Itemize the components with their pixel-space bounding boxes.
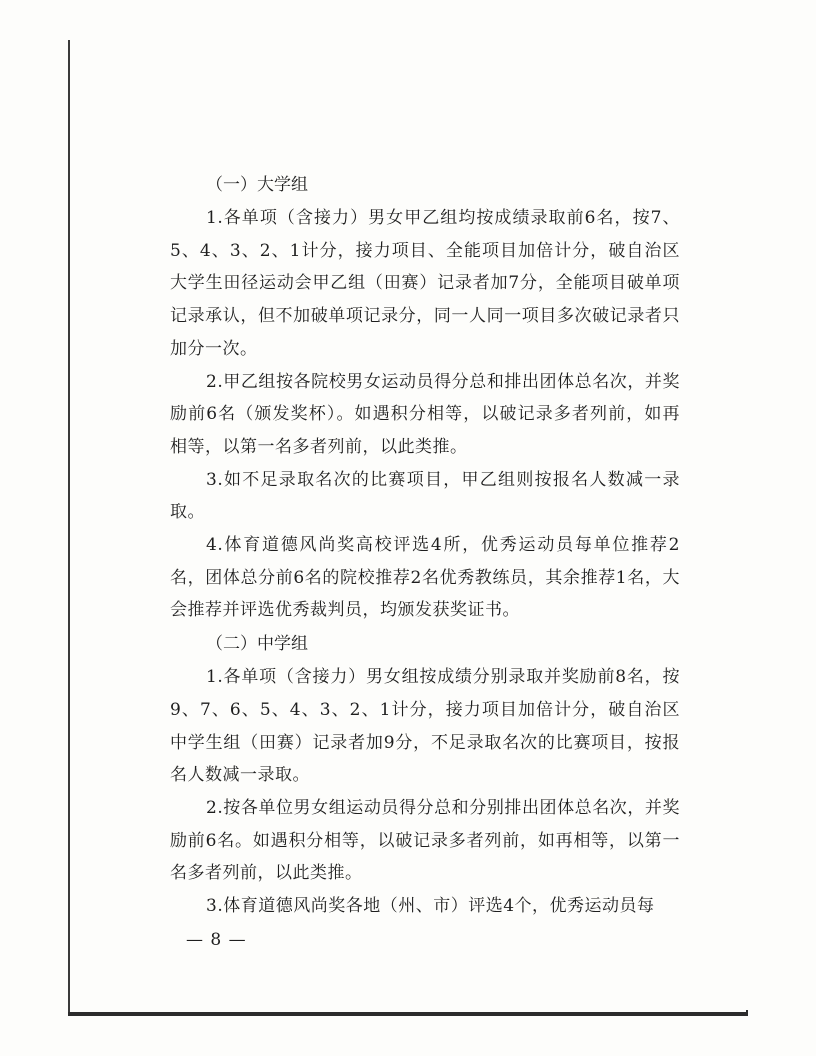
paragraph-university-4: 4.体育道德风尚奖高校评选4所，优秀运动员每单位推荐2名，团体总分前6名的院校推荐2名优秀教练员，其余推荐1名，大会推荐并评选优秀裁判员，均颁发获奖证书。	[170, 535, 680, 621]
scan-border-right	[746, 1010, 748, 1016]
section-heading-middle-school: （二）中学组	[206, 634, 308, 655]
paragraph-middle-school-3: 3.体育道德风尚奖各地（州、市）评选4个，优秀运动员每	[206, 896, 655, 917]
paragraph-middle-school-2: 2.按各单位男女组运动员得分总和分别排出团体总名次，并奖励前6名。如遇积分相等，以破记录多者列前，如再相等，以第一名多者列前，以此类推。	[170, 797, 680, 884]
paragraph-university-2: 2.甲乙组按各院校男女运动员得分总和排出团体总名次，并奖励前6名（颁发奖杯）。如遇积分相等，以破记录多者列前，如再相等，以第一名多者列前，以此类推。	[170, 371, 680, 457]
paragraph-middle-school-1: 1.各单项（含接力）男女组按成绩分别录取并奖励前8名，按9、7、6、5、4、3、2、1计分，接力项目加倍计分，破自治区中学生组（田赛）记录者加9分，不足录取名次的比赛项目，按报名人数减一录取。	[170, 667, 680, 786]
scan-border-bottom	[68, 1012, 748, 1016]
document-body	[170, 168, 680, 923]
page-number: — 8 —	[186, 930, 247, 950]
section-heading-university: （一）大学组	[206, 175, 308, 195]
paragraph-university-3: 3.如不足录取名次的比赛项目，甲乙组则按报名人数减一录取。	[170, 469, 680, 523]
paragraph-university-1: 1.各单项（含接力）男女甲乙组均按成绩录取前6名，按7、5、4、3、2、1计分，接力项目、全能项目加倍计分，破自治区大学生田径运动会甲乙组（田赛）记录者加7分，全能项目破单项记录承认，但不加破单项记录分，同一人同一项目多次破记录者只加分一次。	[170, 208, 680, 359]
scan-border-left	[68, 40, 70, 1015]
